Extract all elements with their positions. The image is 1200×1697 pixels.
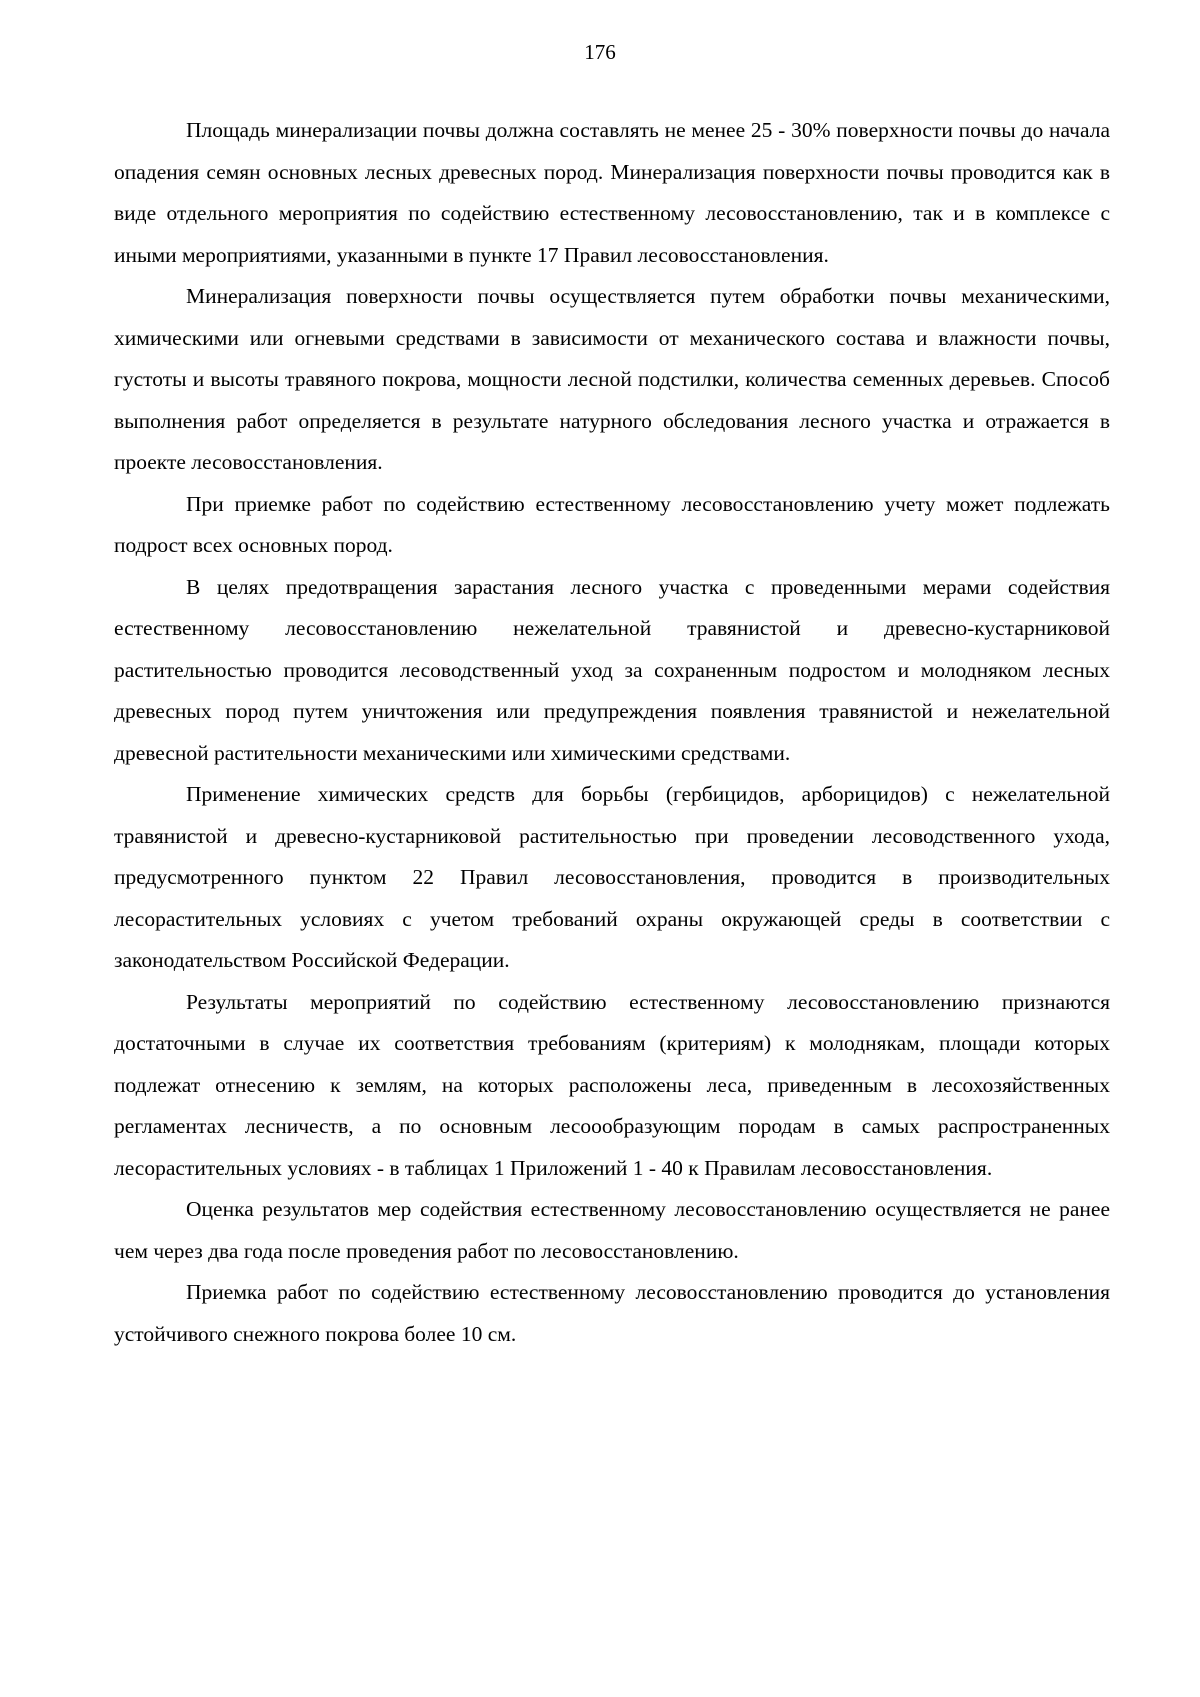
paragraph: Минерализация поверхности почвы осуществляется путем обработки почвы механическими, химическими или огневыми средствами в зависимости от механического состава и влажности почвы, густоты и высоты травяного покрова, мощности лесной подстилки, количества семенных деревьев. Способ выполнения работ определяется в результате натурного обследования лесного участка и отражается в проекте лесовосстановления.	[114, 284, 1110, 474]
paragraph: В целях предотвращения зарастания лесного участка с проведенными мерами содействия естественному лесовосстановлению нежелательной травянистой и древесно-кустарниковой растительностью проводится лесоводственный уход за сохраненным подростом и молодняком лесных древесных пород путем уничтожения или предупреждения появления травянистой и нежелательной древесной растительности механическими или химическими средствами.	[114, 574, 1110, 765]
paragraph: Результаты мероприятий по содействию естественному лесовосстановлению признаются достаточными в случае их соответствия требованиям (критериям) к молоднякам, площади которых подлежат отнесению к землям, на которых расположены леса, приведенным в лесохозяйственных регламентах лесничеств, а по основным лесоообразующим породам в самых распространенных лесорастительных условиях - в таблицах 1 Приложений 1 - 40 к Правилам лесовосстановления.	[114, 989, 1110, 1180]
paragraph: Оценка результатов мер содействия естественному лесовосстановлению осуществляется не ранее чем через два года после проведения работ по лесовосстановлению.	[114, 1197, 1110, 1263]
paragraph: При приемке работ по содействию естественному лесовосстановлению учету может подлежать подрост всех основных пород.	[114, 491, 1110, 557]
paragraph: Приемка работ по содействию естественному лесовосстановлению проводится до установления устойчивого снежного покрова более 10 см.	[114, 1280, 1110, 1346]
document-body	[114, 110, 1110, 1355]
paragraph: Площадь минерализации почвы должна составлять не менее 25 - 30% поверхности почвы до начала опадения семян основных лесных древесных пород. Минерализация поверхности почвы проводится как в виде отдельного мероприятия по содействию естественному лесовосстановлению, так и в комплексе с иными мероприятиями, указанными в пункте 17 Правил лесовосстановления.	[114, 118, 1110, 267]
page-number: 176	[584, 40, 616, 64]
paragraph: Применение химических средств для борьбы (гербицидов, арборицидов) с нежелательной травянистой и древесно-кустарниковой растительностью при проведении лесоводственного ухода, предусмотренного пунктом 22 Правил лесовосстановления, проводится в производительных лесорастительных условиях с учетом требований охраны окружающей среды в соответствии с законодательством Российской Федерации.	[114, 782, 1110, 972]
